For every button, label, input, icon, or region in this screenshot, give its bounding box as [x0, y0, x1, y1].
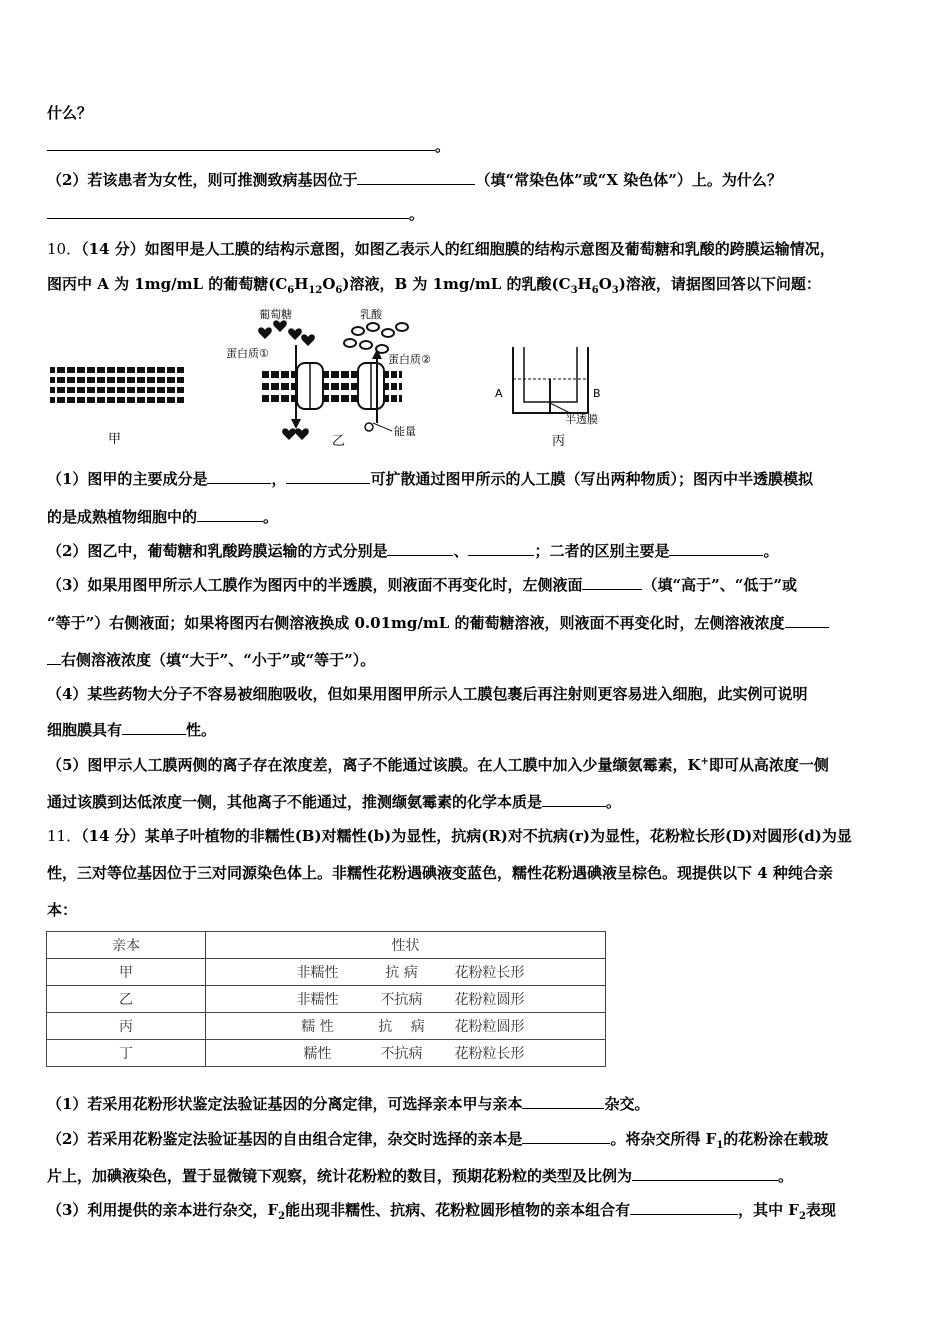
q11-p2-blank-1[interactable] [522, 1128, 610, 1144]
trait-cell: 糯性 不抗病 花粉粒长形 [206, 1040, 606, 1067]
table-row [47, 959, 606, 986]
q11-intro-2: 性，三对等位基因位于三对同源染色体上。非糯性花粉遇碘液变蓝色，糯性花粉遇碘液呈棕色。现提供以下 4 种纯合亲 [47, 864, 833, 882]
label-protein-1: 蛋白质① [226, 347, 269, 360]
parent-cell: 甲 [47, 959, 206, 986]
q10-part1-line2: 的是成熟植物细胞中的 。 [47, 508, 279, 526]
q9-line-top: 什么？ [47, 104, 93, 122]
q11-part1: （1）若采用花粉形状鉴定法验证基因的分离定律，可选择亲本甲与亲本 杂交。 [47, 1095, 650, 1113]
table-header-row [47, 932, 606, 959]
trait-cell: 糯 性 抗 病 花粉粒圆形 [206, 1013, 606, 1040]
q10-p3-blank-2b[interactable] [47, 649, 61, 665]
q10-p5-blank[interactable] [542, 791, 606, 807]
q9-p2-blank[interactable] [357, 169, 475, 185]
q10-p3-blank-2a[interactable] [785, 612, 829, 628]
table-header-trait: 性状 [206, 932, 606, 959]
q11-intro-3: 本： [47, 901, 78, 919]
q10-p1-blank-1[interactable] [207, 468, 271, 484]
q10-part4-line1: （4）某些药物大分子不容易被细胞吸收，但如果用图甲所示人工膜包裹后再注射则更容易进入细胞，此实例可说明 [47, 685, 808, 703]
q9-answer-line-2: 。 [47, 203, 908, 224]
trait-cell: 非糯性 不抗病 花粉粒圆形 [206, 986, 606, 1013]
q10-p1-blank-2[interactable] [286, 468, 370, 484]
q10-part5-line1: （5）图甲示人工膜两侧的离子存在浓度差，离子不能通过该膜。在人工膜中加入少量缬氨霉素，K+即可从高浓度一侧 [47, 756, 829, 774]
q10-p1-blank-3[interactable] [197, 506, 263, 522]
q10-part3-line3: 右侧溶液浓度（填“大于”、“小于”或“等于”）。 [47, 649, 908, 670]
q10-intro-2: 图丙中 A 为 1mg/mL 的葡萄糖$(C_6H_{12}O_6)$溶液，B 为 1mg/mL 的乳酸$(C_3H_6O_3)$溶液，请据图回答以下问题： [47, 275, 821, 296]
q11-part2-line1: （2）若采用花粉鉴定法验证基因的自由组合定律，杂交时选择的亲本是 。将杂交所得 $F_1$的花粉涂在载玻 [47, 1130, 829, 1151]
trait-cell: 非糯性 抗 病 花粉粒长形 [206, 959, 606, 986]
q9-answer-line-1: 。 [47, 135, 908, 156]
label-protein-2: 蛋白质② [388, 353, 431, 366]
table-row [47, 1040, 606, 1067]
q9-answer-blank-2[interactable] [47, 203, 409, 219]
red-cell-membrane-diagram [226, 307, 431, 449]
label-side-a: A [495, 387, 503, 400]
parents-table [46, 931, 606, 1067]
q10-p4-blank[interactable] [122, 719, 186, 735]
label-side-b: B [593, 387, 601, 400]
q10-part5-line2: 通过该膜到达低浓度一侧，其他离子不能通过，推测缬氨霉素的化学本质是 。 [47, 793, 622, 811]
q10-part3-line2: “等于”）右侧液面；如果将图丙右侧溶液换成 0.01mg/mL 的葡萄糖溶液，则液面不再变化时，左侧溶液浓度 [47, 612, 908, 633]
q11-p2-blank-2[interactable] [632, 1165, 778, 1181]
table-row [47, 1013, 606, 1040]
parent-cell: 丁 [47, 1040, 206, 1067]
q10-p2-blank-3[interactable] [669, 540, 763, 556]
artificial-membrane-diagram [50, 365, 184, 447]
parent-cell: 乙 [47, 986, 206, 1013]
q9-part2: （2）若该患者为女性，则可推测致病基因位于 （填“常染色体”或“X 染色体”）上。为什么？ [47, 171, 782, 189]
q10-p3-blank-1[interactable] [582, 574, 642, 590]
q9-answer-blank-1[interactable] [47, 135, 435, 151]
q10-part2: （2）图乙中，葡萄糖和乳酸跨膜运输的方式分别是 、 ；二者的区别主要是 。 [47, 542, 779, 560]
q11-part2-line2: 片上，加碘液染色，置于显微镜下观察，统计花粉粒的数目，预期花粉粒的类型及比例为 。 [47, 1167, 794, 1185]
lactic-acid-molecules [344, 323, 408, 353]
q11-part3: （3）利用提供的亲本进行杂交，$F_2$能出现非糯性、抗病、花粉粒圆形植物的亲本组合有 ，其中 $F_2$表现 [47, 1201, 836, 1222]
label-lactic-acid: 乳酸 [360, 308, 382, 321]
table-header-parent: 亲本 [47, 932, 206, 959]
label-membrane: 半透膜 [565, 413, 598, 426]
label-yi: 乙 [332, 434, 346, 449]
label-glucose: 葡萄糖 [259, 308, 292, 321]
q10-intro-1: 10．（14 分）如图甲是人工膜的结构示意图，如图乙表示人的红细胞膜的结构示意图及葡萄糖和乳酸的跨膜运输情况， [47, 240, 835, 258]
label-energy: 能量 [394, 425, 416, 438]
q10-p2-blank-1[interactable] [387, 540, 453, 556]
label-bing: 丙 [552, 434, 566, 449]
q10-part3-line1: （3）如果用图甲所示人工膜作为图丙中的半透膜，则液面不再变化时，左侧液面 （填“高于”、“低于”或 [47, 576, 797, 594]
q11-intro-1: 11．（14 分）某单子叶植物的非糯性(B)对糯性(b)为显性，抗病(R)对不抗病(r)为显性，花粉粒长形(D)对圆形(d)为显 [47, 827, 852, 845]
parent-cell: 丙 [47, 1013, 206, 1040]
q11-p1-blank[interactable] [522, 1093, 604, 1109]
membrane-figure [40, 305, 640, 455]
u-tube-diagram [495, 347, 601, 449]
q10-part4-line2: 细胞膜具有 性。 [47, 721, 217, 739]
label-jia: 甲 [108, 432, 122, 447]
q10-part1-line1: （1）图甲的主要成分是 ， 可扩散通过图甲所示的人工膜（写出两种物质）；图丙中半透膜模拟 [47, 470, 813, 488]
q10-p2-blank-2[interactable] [468, 540, 534, 556]
q11-p3-blank[interactable] [630, 1199, 738, 1215]
table-row [47, 986, 606, 1013]
